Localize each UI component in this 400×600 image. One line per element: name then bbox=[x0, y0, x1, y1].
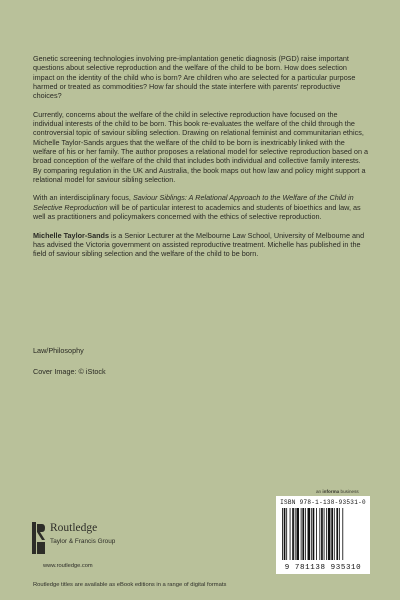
blurb-p3-tail: will be of particular interest to academics and students of bioethics and law, as well as practitioners and policymakers concerned with the ethics of selective reproduction. bbox=[33, 202, 361, 222]
informa-prefix: an bbox=[316, 489, 323, 494]
blurb-paragraph-1: Genetic screening technologies involving pre-implantation genetic diagnosis (PGD) raise important questions about selective reproduction and the welfare of the child to be born. How does selection impact on the identity of the child who is born? Are children who are selected for a particular purpose harmed or treated as commodities? How far should the state interfere with parents' reproductive choices? bbox=[33, 54, 356, 101]
barcode-bar bbox=[321, 508, 323, 560]
barcode-bar bbox=[342, 508, 343, 560]
author-bio bbox=[33, 231, 369, 259]
barcode-bar bbox=[331, 508, 333, 560]
barcode-bar bbox=[305, 508, 306, 560]
routledge-logo-icon bbox=[32, 522, 46, 554]
barcode-bar bbox=[334, 508, 335, 560]
informa-brand: informa bbox=[322, 489, 340, 494]
barcode-digits: 9 781138 935310 bbox=[284, 564, 362, 572]
barcode-bar bbox=[292, 508, 294, 560]
barcode-bar bbox=[313, 508, 315, 560]
author-bio-text: is a Senior Lecturer at the Melbourne Law School, University of Melbourne and has advised the Victoria government on assisted reproductive treatment. Michelle has published in the field of saviour sibling selection and the welfare of the child to be born. bbox=[33, 230, 365, 259]
barcode-bar bbox=[295, 508, 296, 560]
barcode-bar bbox=[328, 508, 331, 560]
barcode-bar bbox=[286, 508, 287, 560]
subject-category: Law/Philosophy bbox=[33, 346, 84, 355]
barcode-bar bbox=[308, 508, 311, 560]
blurb-paragraph-3 bbox=[33, 193, 369, 221]
cover-credit: Cover Image: © iStock bbox=[33, 367, 106, 376]
barcode-bar bbox=[290, 508, 291, 560]
barcode-bar bbox=[282, 508, 283, 560]
barcode-bar bbox=[302, 508, 304, 560]
publisher-name: Routledge bbox=[50, 522, 98, 534]
barcode-bars bbox=[282, 508, 364, 560]
book-title: Saviour Siblings: A Relational Approach to the Welfare of the Child in Selective Reproduction bbox=[33, 193, 354, 212]
barcode-bar bbox=[324, 508, 325, 560]
author-name: Michelle Taylor-Sands bbox=[33, 230, 110, 240]
publisher-logo bbox=[32, 522, 152, 562]
ebook-note: Routledge titles are available as eBook editions in a range of digital formats bbox=[33, 582, 227, 588]
barcode-bar bbox=[301, 508, 302, 560]
informa-tagline bbox=[316, 489, 359, 494]
barcode-bar bbox=[339, 508, 340, 560]
barcode bbox=[276, 496, 370, 574]
barcode-bar bbox=[296, 508, 299, 560]
barcode-bar bbox=[336, 508, 338, 560]
blurb-p3-lead: With an interdisciplinary focus, bbox=[33, 193, 133, 203]
blurb-paragraph-2: Currently, concerns about the welfare of the child in selective reproduction have focused on the individual interests of the child to be born. This book re-evaluates the welfare of the child through the controversial topic of saviour sibling selection. Drawing on relational feminist and communitarian ethics, Michelle Taylor-Sands argues that the welfare of the child to be born is inextricably linked with the welfare of his or her family. The author proposes a relational model for selective reproduction based on a broad conception of the welfare of the child that includes both individual and collective family interests. By comparing regulation in the UK and Australia, the book maps out how law and policy might support a relational model for saviour sibling selection. bbox=[33, 109, 369, 184]
barcode-bar bbox=[316, 508, 317, 560]
barcode-bar bbox=[311, 508, 312, 560]
informa-suffix: business bbox=[339, 489, 359, 494]
publisher-url[interactable]: www.routledge.com bbox=[43, 563, 93, 569]
isbn-text: ISBN 978-1-138-93531-0 bbox=[280, 499, 366, 506]
barcode-bar bbox=[326, 508, 327, 560]
publisher-group: Taylor & Francis Group bbox=[50, 538, 116, 545]
blurb bbox=[33, 54, 369, 268]
barcode-bar bbox=[319, 508, 320, 560]
barcode-bar bbox=[284, 508, 286, 560]
